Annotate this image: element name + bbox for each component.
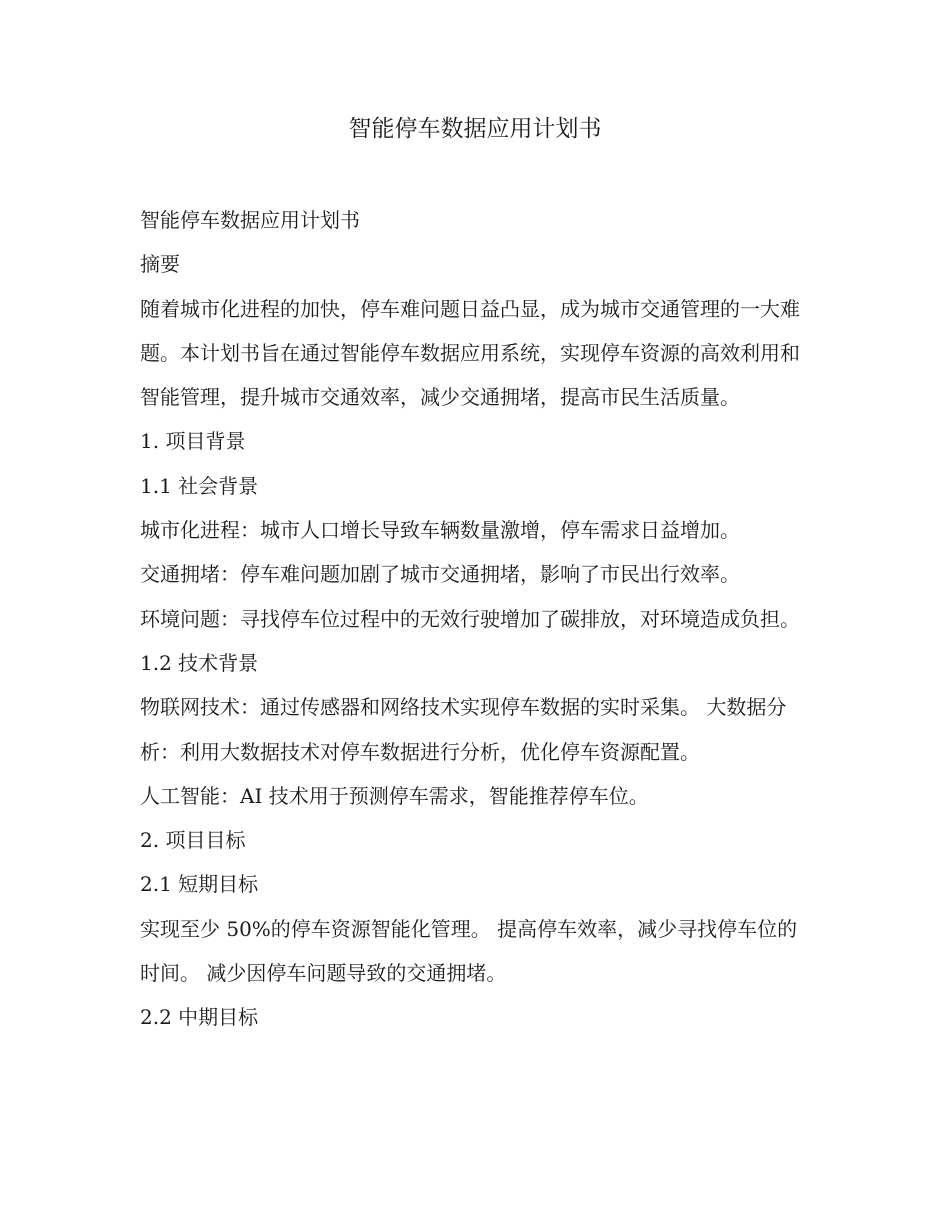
paragraph-ai: 人工智能：AI 技术用于预测停车需求，智能推荐停车位。	[140, 783, 649, 808]
paragraph-environment: 环境问题：寻找停车位过程中的无效行驶增加了碳排放，对环境造成负担。	[140, 606, 800, 631]
document-title: 智能停车数据应用计划书	[348, 116, 602, 142]
subsection-heading-social: 1.1 社会背景	[140, 473, 259, 498]
section-heading-goals: 2. 项目目标	[140, 828, 246, 853]
paragraph-traffic-congestion: 交通拥堵：停车难问题加剧了城市交通拥堵，影响了市民出行效率。	[140, 562, 740, 587]
paragraph-short-term-goals: 实现至少 50%的停车资源智能化管理。 提高停车效率，减少寻找停车位的时间。 减少因停车问题导致的交通拥堵。	[140, 916, 798, 986]
paragraph-urbanization: 城市化进程：城市人口增长导致车辆数量激增，停车需求日益增加。	[140, 518, 740, 543]
abstract-heading: 摘要	[140, 252, 180, 277]
document-body	[140, 198, 804, 1040]
subsection-heading-mid-term: 2.2 中期目标	[140, 1005, 259, 1030]
section-heading-background: 1. 项目背景	[140, 429, 246, 454]
subsection-heading-short-term: 2.1 短期目标	[140, 872, 259, 897]
abstract-paragraph: 随着城市化进程的加快，停车难问题日益凸显，成为城市交通管理的一大难题。本计划书旨在通过智能停车数据应用系统，实现停车资源的高效利用和智能管理，提升城市交通效率，减少交通拥堵，提高市民生活质量。	[140, 296, 800, 410]
paragraph-iot-bigdata: 物联网技术：通过传感器和网络技术实现停车数据的实时采集。 大数据分析：利用大数据技术对停车数据进行分析，优化停车资源配置。	[140, 695, 787, 764]
subsection-heading-technology: 1.2 技术背景	[140, 650, 259, 675]
body-title-repeat: 智能停车数据应用计划书	[140, 208, 360, 232]
